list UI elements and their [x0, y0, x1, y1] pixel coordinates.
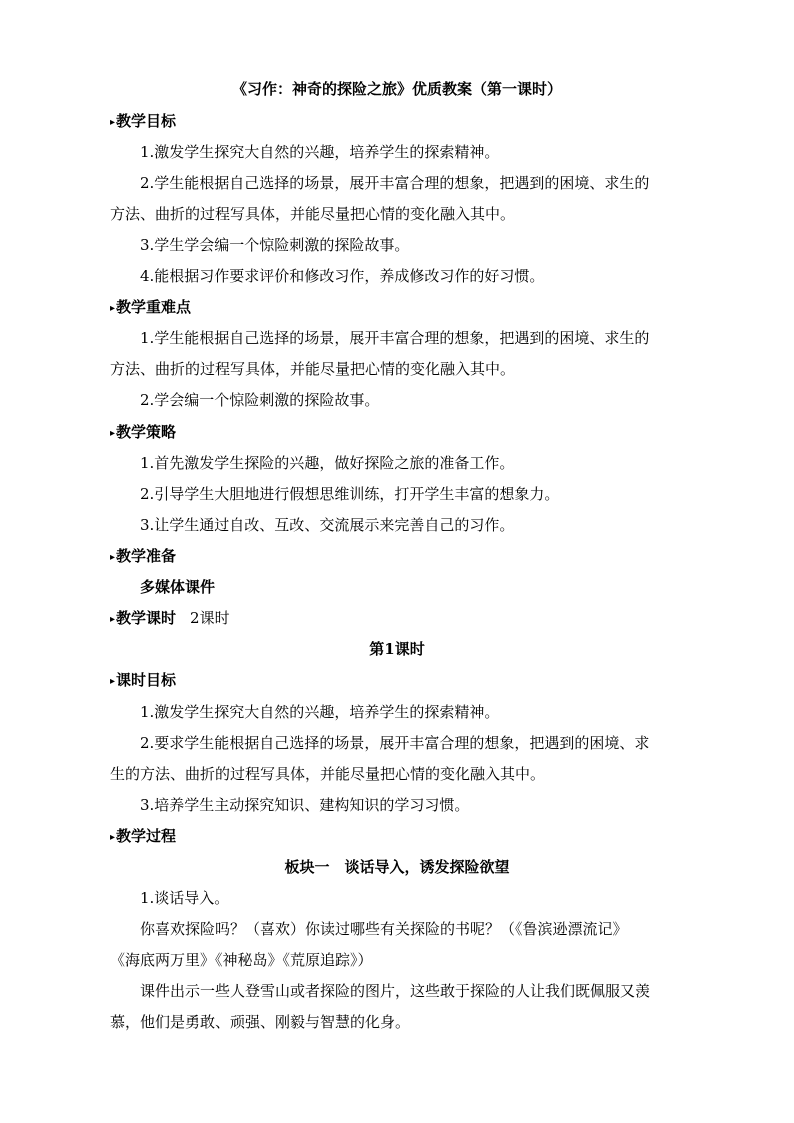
- section-heading-process: [110, 821, 710, 852]
- heading-label: 教学课时: [116, 609, 177, 627]
- paragraph-line: 1.学生能根据自己选择的场景，展开丰富合理的想象，把遇到的困境、求生的: [140, 329, 650, 347]
- paragraph-line: 1.首先激发学生探险的兴趣，做好探险之旅的准备工作。: [140, 454, 515, 472]
- paragraph-line: 1.激发学生探究大自然的兴趣，培养学生的探索精神。: [140, 703, 500, 721]
- paragraph-line: 方法、曲折的过程写具体，并能尽量把心情的变化融入其中。: [110, 205, 516, 223]
- bullet-triangle-icon: ▸: [110, 675, 116, 687]
- heading-label: 教学准备: [116, 547, 177, 565]
- section-heading-key-points: [110, 292, 710, 323]
- lesson-title: 第1课时: [369, 640, 425, 658]
- paragraph-line: 你喜欢探险吗？（喜欢）你读过哪些有关探险的书呢？（《鲁滨逊漂流记》: [140, 920, 628, 938]
- document-title: 《习作：神奇的探险之旅》优质教案（第一课时）: [231, 80, 562, 98]
- heading-label: 教学策略: [116, 423, 177, 441]
- paragraph-line: 慕，他们是勇敢、顽强、刚毅与智慧的化身。: [110, 1013, 411, 1031]
- paragraph-line: 3.学生学会编一个惊险刺激的探险故事。: [140, 236, 410, 254]
- heading-label: 教学过程: [116, 827, 177, 845]
- paragraph-line: 2.要求学生能根据自己选择的场景，展开丰富合理的想象，把遇到的困境、求: [140, 734, 650, 752]
- paragraph-line: 《海底两万里》《神秘岛》《荒原追踪》）: [110, 951, 373, 969]
- bullet-triangle-icon: ▸: [110, 116, 116, 128]
- paragraph-line: 2.引导学生大胆地进行假想思维训练，打开学生丰富的想象力。: [140, 485, 560, 503]
- paragraph-line: 4.能根据习作要求评价和修改习作，养成修改习作的好习惯。: [140, 267, 545, 285]
- paragraph-line: 生的方法、曲折的过程写具体，并能尽量把心情的变化融入其中。: [110, 765, 546, 783]
- heading-label: 教学重难点: [116, 298, 192, 316]
- bullet-triangle-icon: ▸: [110, 427, 116, 439]
- section-heading-preparation: [110, 541, 710, 572]
- paragraph-line: 方法、曲折的过程写具体，并能尽量把心情的变化融入其中。: [110, 360, 516, 378]
- bullet-triangle-icon: ▸: [110, 831, 116, 843]
- bullet-triangle-icon: ▸: [110, 551, 116, 563]
- hours-value: 2课时: [190, 609, 230, 627]
- block-title: 板块一 谈话导入，诱发探险欲望: [284, 858, 510, 876]
- section-heading-lesson-goals: [110, 665, 710, 696]
- section-heading-goals: [110, 106, 710, 137]
- paragraph-line: 3.培养学生主动探究知识、建构知识的学习习惯。: [140, 796, 470, 814]
- paragraph-line: 2.学生能根据自己选择的场景，展开丰富合理的想象，把遇到的困境、求生的: [140, 174, 650, 192]
- section-heading-hours: [110, 603, 710, 634]
- paragraph-line: 课件出示一些人登雪山或者探险的图片，这些敢于探险的人让我们既佩服又羡: [140, 982, 651, 1000]
- bullet-triangle-icon: ▸: [110, 302, 116, 314]
- heading-label: 课时目标: [116, 671, 177, 689]
- paragraph-line: 1.谈话导入。: [140, 889, 230, 907]
- paragraph-line: 1.激发学生探究大自然的兴趣，培养学生的探索精神。: [140, 143, 500, 161]
- section-heading-strategy: [110, 417, 710, 448]
- heading-label: 教学目标: [116, 112, 177, 130]
- paragraph-line: 2.学会编一个惊险刺激的探险故事。: [140, 391, 380, 409]
- preparation-value: 多媒体课件: [140, 578, 216, 596]
- bullet-triangle-icon: ▸: [110, 613, 116, 625]
- paragraph-line: 3.让学生通过自改、互改、交流展示来完善自己的习作。: [140, 516, 515, 534]
